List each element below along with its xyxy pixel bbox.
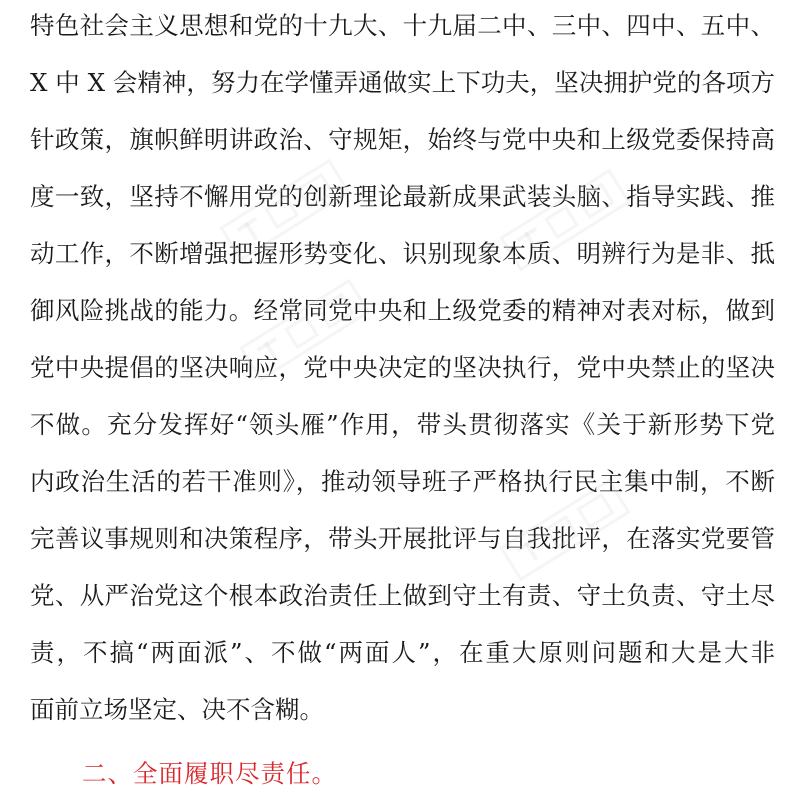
paragraph-line: 不做。充分发挥好“领头雁”作用，带头贯彻落实《关于新形势下党 — [30, 410, 775, 439]
paragraph-line: 责，不搞“两面派”、不做“两面人”，在重大原则问题和大是大非 — [30, 638, 775, 667]
paragraph-line: 针政策，旗帜鲜明讲政治、守规矩，始终与党中央和上级党委保持高 — [30, 125, 775, 154]
paragraph-line-last: 面前立场坚定、决不含糊。 — [30, 695, 324, 724]
paragraph-line: 度一致，坚持不懈用党的创新理论最新成果武装头脑、指导实践、推 — [30, 182, 775, 211]
paragraph-line: 党、从严治党这个根本政治责任上做到守土有责、守土负责、守土尽 — [30, 581, 775, 610]
paragraph-line: 动工作，不断增强把握形势变化、识别现象本质、明辨行为是非、抵 — [30, 239, 775, 268]
paragraph-line: 党中央提倡的坚决响应，党中央决定的坚决执行，党中央禁止的坚决 — [30, 353, 775, 382]
paragraph-line: X 中 X 会精神，努力在学懂弄通做实上下功夫，坚决拥护党的各项方 — [30, 68, 775, 97]
paragraph-line: 特色社会主义思想和党的十九大、十九届二中、三中、四中、五中、 — [30, 11, 775, 40]
section-heading: 二、全面履职尽责任。 — [82, 759, 337, 788]
paragraph-line: 内政治生活的若干准则》，推动领导班子严格执行民主集中制，不断 — [30, 467, 775, 496]
paragraph-line: 完善议事规则和决策程序，带头开展批评与自我批评，在落实党要管 — [30, 524, 775, 553]
paragraph-line: 御风险挑战的能力。经常同党中央和上级党委的精神对表对标，做到 — [30, 296, 775, 325]
